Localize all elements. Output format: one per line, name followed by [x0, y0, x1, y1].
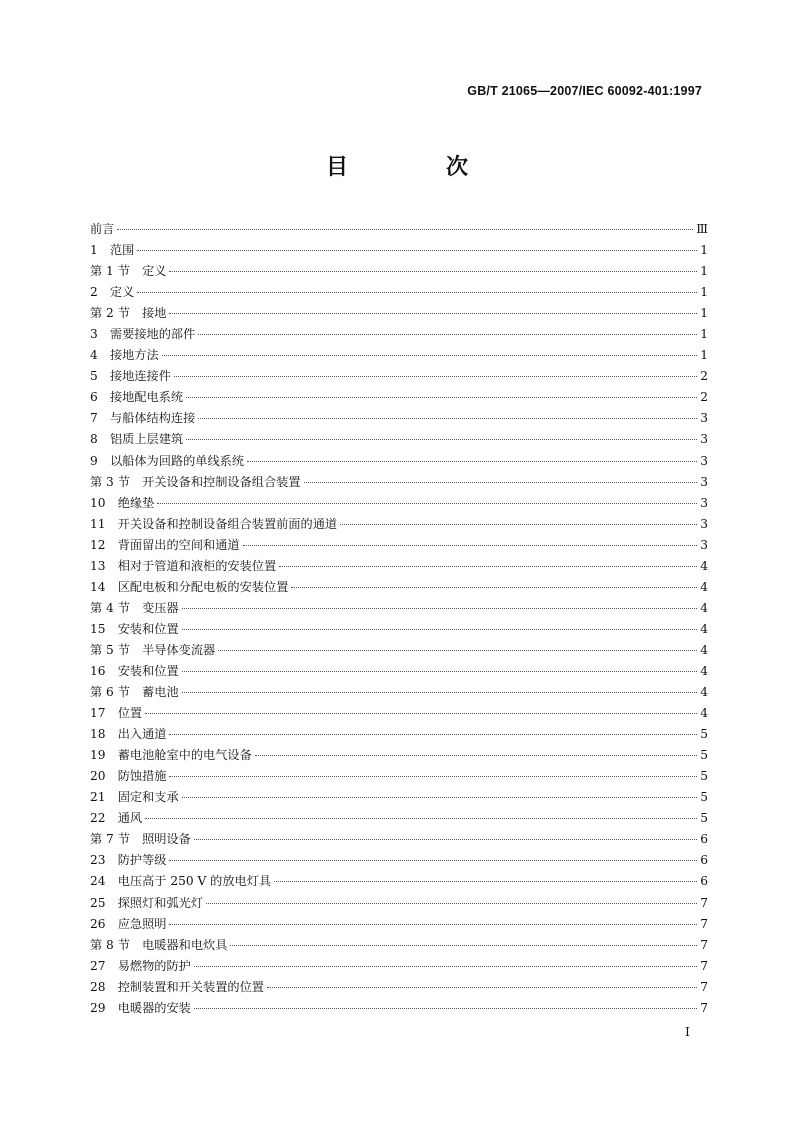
- toc-entry-label: 第 2 节 接地: [90, 306, 167, 321]
- toc-dot-leader: [218, 649, 697, 651]
- toc-entry-page: Ⅲ: [696, 222, 708, 236]
- standard-code: GB/T 21065—2007/IEC 60092-401:1997: [467, 84, 702, 98]
- toc-entry[interactable]: [90, 472, 708, 493]
- toc-entry-label: 22 通风: [90, 811, 143, 826]
- toc-entry-label: 第 4 节 变压器: [90, 600, 179, 615]
- toc-entry-page: 5: [700, 748, 708, 763]
- toc-entry-label: 5 接地连接件: [90, 369, 171, 384]
- toc-entry-page: 5: [700, 727, 708, 742]
- toc-dot-leader: [157, 502, 697, 504]
- toc-dot-leader: [169, 775, 697, 777]
- toc-dot-leader: [145, 712, 697, 714]
- toc-entry-page: 1: [700, 243, 708, 258]
- toc-entry-label: 24 电压高于 250 V 的放电灯具: [90, 874, 272, 889]
- toc-entry-label: 前言: [90, 222, 115, 236]
- toc-entry-page: 7: [700, 1000, 708, 1015]
- toc-entry[interactable]: [90, 619, 708, 640]
- toc-entry[interactable]: [90, 977, 708, 998]
- toc-entry-label: 23 防护等级: [90, 853, 167, 868]
- toc-entry-page: 1: [700, 285, 708, 300]
- toc-entry-label: 16 安装和位置: [90, 663, 179, 678]
- toc-entry-label: 10 绝缘垫: [90, 495, 155, 510]
- toc-entry-label: 4 接地方法: [90, 348, 159, 363]
- toc-dot-leader: [247, 460, 697, 462]
- toc-entry[interactable]: [90, 429, 708, 450]
- toc-entry-label: 第 3 节 开关设备和控制设备组合装置: [90, 474, 301, 489]
- toc-dot-leader: [304, 481, 697, 483]
- toc-dot-leader: [340, 523, 697, 525]
- toc-dot-leader: [279, 565, 697, 567]
- toc-dot-leader: [255, 754, 697, 756]
- toc-dot-leader: [194, 965, 697, 967]
- toc-dot-leader: [267, 986, 697, 988]
- toc-entry-page: 2: [700, 369, 708, 384]
- toc-entry-page: 4: [700, 685, 708, 700]
- toc-entry[interactable]: [90, 366, 708, 387]
- toc-entry-page: 3: [700, 474, 708, 489]
- toc-dot-leader: [182, 670, 697, 672]
- toc-entry[interactable]: [90, 577, 708, 598]
- toc-dot-leader: [198, 417, 697, 419]
- page-title: 目 次: [325, 155, 506, 180]
- toc-entry-page: 3: [700, 495, 708, 510]
- toc-entry-label: 25 探照灯和弧光灯: [90, 895, 204, 910]
- toc-entry-page: 4: [700, 558, 708, 573]
- toc-dot-leader: [169, 312, 697, 314]
- toc-dot-leader: [117, 228, 693, 230]
- toc-entry-label: 21 固定和支承: [90, 790, 179, 805]
- toc-entry[interactable]: [90, 535, 708, 556]
- toc-entry-page: 6: [700, 874, 708, 889]
- toc-entry-page: 1: [700, 327, 708, 342]
- toc-entry-label: 第 5 节 半导体变流器: [90, 642, 216, 657]
- toc-entry[interactable]: [90, 408, 708, 429]
- toc-entry[interactable]: [90, 829, 708, 850]
- toc-entry[interactable]: [90, 345, 708, 366]
- toc-entry-label: 1 范围: [90, 243, 135, 258]
- toc-entry-label: 第 1 节 定义: [90, 264, 167, 279]
- toc-entry-label: 第 8 节 电暖器和电炊具: [90, 937, 228, 952]
- toc-entry-page: 7: [700, 895, 708, 910]
- toc-entry-label: 20 防蚀措施: [90, 769, 167, 784]
- toc-entry-page: 7: [700, 979, 708, 994]
- toc-entry-page: 4: [700, 621, 708, 636]
- table-of-contents: [90, 219, 708, 1019]
- toc-entry-page: 4: [700, 663, 708, 678]
- toc-entry-label: 18 出入通道: [90, 727, 167, 742]
- toc-dot-leader: [182, 691, 697, 693]
- toc-entry-page: 7: [700, 958, 708, 973]
- toc-entry-page: 4: [700, 600, 708, 615]
- toc-entry[interactable]: [90, 787, 708, 808]
- toc-entry-label: 15 安装和位置: [90, 621, 179, 636]
- toc-entry[interactable]: [90, 556, 708, 577]
- toc-entry-page: 6: [700, 853, 708, 868]
- toc-entry[interactable]: [90, 387, 708, 408]
- toc-entry-page: 3: [700, 537, 708, 552]
- toc-entry[interactable]: [90, 261, 708, 282]
- toc-entry-label: 2 定义: [90, 285, 135, 300]
- toc-entry[interactable]: [90, 598, 708, 619]
- toc-dot-leader: [186, 396, 697, 398]
- toc-dot-leader: [137, 249, 697, 251]
- toc-dot-leader: [182, 628, 697, 630]
- toc-entry-page: 6: [700, 832, 708, 847]
- toc-entry[interactable]: [90, 998, 708, 1019]
- toc-dot-leader: [206, 902, 697, 904]
- toc-entry[interactable]: [90, 324, 708, 345]
- toc-entry-label: 第 7 节 照明设备: [90, 832, 191, 847]
- toc-entry-label: 19 蓄电池舱室中的电气设备: [90, 748, 252, 763]
- toc-entry[interactable]: [90, 808, 708, 829]
- toc-entry-page: 4: [700, 642, 708, 657]
- toc-entry[interactable]: [90, 871, 708, 892]
- toc-entry-label: 6 接地配电系统: [90, 390, 184, 405]
- toc-entry-label: 28 控制装置和开关装置的位置: [90, 979, 264, 994]
- toc-entry[interactable]: [90, 724, 708, 745]
- toc-entry-label: 17 位置: [90, 706, 143, 721]
- toc-entry-page: 7: [700, 937, 708, 952]
- toc-entry[interactable]: [90, 514, 708, 535]
- toc-dot-leader: [137, 291, 697, 293]
- toc-dot-leader: [182, 607, 697, 609]
- toc-dot-leader: [169, 859, 697, 861]
- toc-entry-page: 2: [700, 390, 708, 405]
- toc-entry[interactable]: [90, 956, 708, 977]
- toc-entry-label: 第 6 节 蓄电池: [90, 685, 179, 700]
- toc-entry[interactable]: [90, 493, 708, 514]
- toc-entry[interactable]: [90, 282, 708, 303]
- toc-dot-leader: [174, 375, 697, 377]
- toc-entry-label: 12 背面留出的空间和通道: [90, 537, 240, 552]
- toc-entry-label: 14 区配电板和分配电板的安装位置: [90, 579, 289, 594]
- toc-entry[interactable]: [90, 703, 708, 724]
- toc-entry-label: 8 铝质上层建筑: [90, 432, 184, 447]
- toc-entry[interactable]: [90, 661, 708, 682]
- toc-dot-leader: [291, 586, 697, 588]
- toc-entry[interactable]: [90, 303, 708, 324]
- toc-dot-leader: [243, 544, 697, 546]
- toc-entry-label: 13 相对于管道和液柜的安装位置: [90, 558, 277, 573]
- toc-dot-leader: [274, 880, 697, 882]
- toc-dot-leader: [169, 270, 697, 272]
- toc-dot-leader: [169, 733, 697, 735]
- toc-dot-leader: [182, 796, 697, 798]
- toc-dot-leader: [145, 817, 697, 819]
- toc-entry[interactable]: [90, 640, 708, 661]
- toc-dot-leader: [162, 354, 697, 356]
- page-number: I: [685, 1024, 690, 1039]
- toc-dot-leader: [194, 1007, 697, 1009]
- toc-entry[interactable]: [90, 745, 708, 766]
- toc-entry-page: 7: [700, 916, 708, 931]
- toc-entry[interactable]: [90, 914, 708, 935]
- toc-dot-leader: [198, 333, 697, 335]
- toc-dot-leader: [169, 923, 697, 925]
- toc-entry-label: 3 需要接地的部件: [90, 327, 196, 342]
- toc-entry-page: 5: [700, 811, 708, 826]
- toc-entry-label: 29 电暖器的安装: [90, 1000, 191, 1015]
- toc-entry-label: 7 与船体结构连接: [90, 411, 196, 426]
- toc-entry-label: 27 易燃物的防护: [90, 958, 191, 973]
- toc-entry[interactable]: [90, 850, 708, 871]
- toc-entry-page: 3: [700, 411, 708, 426]
- toc-entry[interactable]: [90, 219, 708, 240]
- toc-entry[interactable]: [90, 935, 708, 956]
- toc-entry-page: 4: [700, 706, 708, 721]
- toc-entry-label: 9 以船体为回路的单线系统: [90, 453, 245, 468]
- toc-entry-page: 1: [700, 306, 708, 321]
- toc-entry-page: 3: [700, 453, 708, 468]
- toc-dot-leader: [186, 438, 697, 440]
- toc-entry-page: 5: [700, 790, 708, 805]
- toc-entry[interactable]: [90, 893, 708, 914]
- toc-dot-leader: [194, 838, 697, 840]
- toc-entry[interactable]: [90, 682, 708, 703]
- toc-entry-page: 3: [700, 432, 708, 447]
- toc-entry-label: 26 应急照明: [90, 916, 167, 931]
- toc-entry[interactable]: [90, 766, 708, 787]
- toc-entry-label: 11 开关设备和控制设备组合装置前面的通道: [90, 516, 338, 531]
- toc-entry-page: 4: [700, 579, 708, 594]
- toc-entry-page: 1: [700, 264, 708, 279]
- toc-entry-page: 3: [700, 516, 708, 531]
- toc-entry[interactable]: [90, 451, 708, 472]
- toc-entry[interactable]: [90, 240, 708, 261]
- toc-dot-leader: [230, 944, 697, 946]
- toc-entry-page: 1: [700, 348, 708, 363]
- toc-entry-page: 5: [700, 769, 708, 784]
